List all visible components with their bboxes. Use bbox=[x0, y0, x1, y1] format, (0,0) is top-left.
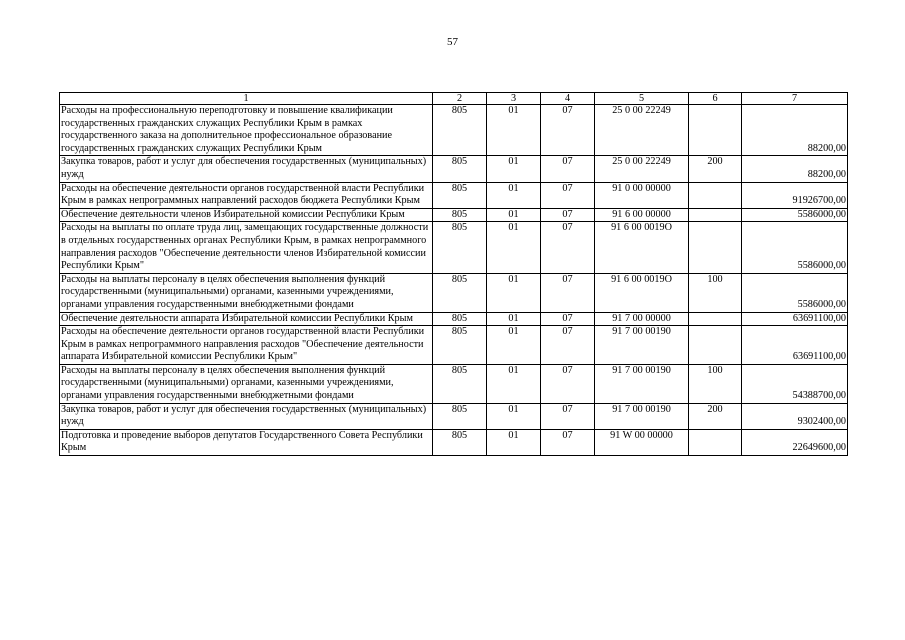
expense-type-code bbox=[689, 429, 742, 455]
table-row bbox=[60, 273, 848, 312]
header-cell: 5 bbox=[595, 93, 689, 105]
header-row bbox=[60, 93, 848, 105]
subsection-code: 07 bbox=[541, 156, 595, 182]
row-description: Обеспечение деятельности аппарата Избирательной комиссии Республики Крым bbox=[60, 312, 433, 326]
amount: 54388700,00 bbox=[742, 364, 848, 403]
expense-type-code: 200 bbox=[689, 403, 742, 429]
section-code: 01 bbox=[487, 156, 541, 182]
table-row bbox=[60, 208, 848, 222]
subsection-code: 07 bbox=[541, 273, 595, 312]
page-number: 57 bbox=[447, 36, 458, 48]
section-code: 01 bbox=[487, 312, 541, 326]
subsection-code: 07 bbox=[541, 222, 595, 273]
section-code: 01 bbox=[487, 182, 541, 208]
expense-type-code bbox=[689, 312, 742, 326]
table-row bbox=[60, 364, 848, 403]
ministry-code: 805 bbox=[433, 222, 487, 273]
section-code: 01 bbox=[487, 326, 541, 365]
amount: 88200,00 bbox=[742, 105, 848, 156]
row-description: Расходы на обеспечение деятельности органов государственной власти Республики Крым в рамках непрограммного направления расходов "Обеспечение деятельности аппарата Избирательной комиссии Республики Крым" bbox=[60, 326, 433, 365]
budget-table bbox=[59, 92, 848, 456]
expense-type-code: 200 bbox=[689, 156, 742, 182]
subsection-code: 07 bbox=[541, 326, 595, 365]
table-row bbox=[60, 182, 848, 208]
row-description: Расходы на выплаты персоналу в целях обеспечения выполнения функций государственными (муниципальными) органами, казенными учреждениями, органами управления государственными внебюджетными фондами bbox=[60, 364, 433, 403]
header-cell: 2 bbox=[433, 93, 487, 105]
ministry-code: 805 bbox=[433, 273, 487, 312]
header-cell: 4 bbox=[541, 93, 595, 105]
expense-type-code bbox=[689, 182, 742, 208]
row-description: Закупка товаров, работ и услуг для обеспечения государственных (муниципальных) нужд bbox=[60, 156, 433, 182]
amount: 63691100,00 bbox=[742, 312, 848, 326]
subsection-code: 07 bbox=[541, 403, 595, 429]
target-article-code: 25 0 00 22249 bbox=[595, 105, 689, 156]
subsection-code: 07 bbox=[541, 105, 595, 156]
target-article-code: 25 0 00 22249 bbox=[595, 156, 689, 182]
table-row bbox=[60, 403, 848, 429]
row-description: Подготовка и проведение выборов депутатов Государственного Совета Республики Крым bbox=[60, 429, 433, 455]
ministry-code: 805 bbox=[433, 208, 487, 222]
ministry-code: 805 bbox=[433, 312, 487, 326]
target-article-code: 91 6 00 0019О bbox=[595, 273, 689, 312]
ministry-code: 805 bbox=[433, 105, 487, 156]
subsection-code: 07 bbox=[541, 312, 595, 326]
amount: 91926700,00 bbox=[742, 182, 848, 208]
amount: 22649600,00 bbox=[742, 429, 848, 455]
subsection-code: 07 bbox=[541, 182, 595, 208]
header-cell: 3 bbox=[487, 93, 541, 105]
subsection-code: 07 bbox=[541, 364, 595, 403]
subsection-code: 07 bbox=[541, 429, 595, 455]
target-article-code: 91 7 00 00190 bbox=[595, 403, 689, 429]
target-article-code: 91 7 00 00000 bbox=[595, 312, 689, 326]
section-code: 01 bbox=[487, 222, 541, 273]
row-description: Расходы на выплаты по оплате труда лиц, замещающих государственные должности в отдельных государственных органах Республики Крым, в рамках непрограммного направления расходов "Обеспечение деятельности членов Избирательной комиссии Республики Крым" bbox=[60, 222, 433, 273]
expense-type-code bbox=[689, 326, 742, 365]
ministry-code: 805 bbox=[433, 364, 487, 403]
expense-type-code bbox=[689, 105, 742, 156]
target-article-code: 91 W 00 00000 bbox=[595, 429, 689, 455]
header-cell: 6 bbox=[689, 93, 742, 105]
amount: 5586000,00 bbox=[742, 273, 848, 312]
section-code: 01 bbox=[487, 429, 541, 455]
row-description: Расходы на обеспечение деятельности органов государственной власти Республики Крым в рамках непрограммных направлений расходов бюджета Республики Крым bbox=[60, 182, 433, 208]
row-description: Расходы на профессиональную переподготовку и повышение квалификации государственных гражданских служащих Республики Крым в рамках государственного заказа на дополнительное профессиональное образование государственных гражданских служащих Республики Крым bbox=[60, 105, 433, 156]
ministry-code: 805 bbox=[433, 156, 487, 182]
ministry-code: 805 bbox=[433, 326, 487, 365]
amount: 63691100,00 bbox=[742, 326, 848, 365]
section-code: 01 bbox=[487, 364, 541, 403]
section-code: 01 bbox=[487, 208, 541, 222]
amount: 5586000,00 bbox=[742, 208, 848, 222]
expense-type-code: 100 bbox=[689, 364, 742, 403]
table-row bbox=[60, 156, 848, 182]
row-description: Закупка товаров, работ и услуг для обеспечения государственных (муниципальных) нужд bbox=[60, 403, 433, 429]
target-article-code: 91 6 00 0019О bbox=[595, 222, 689, 273]
section-code: 01 bbox=[487, 403, 541, 429]
target-article-code: 91 6 00 00000 bbox=[595, 208, 689, 222]
ministry-code: 805 bbox=[433, 403, 487, 429]
row-description: Обеспечение деятельности членов Избирательной комиссии Республики Крым bbox=[60, 208, 433, 222]
table-row bbox=[60, 312, 848, 326]
table-row bbox=[60, 105, 848, 156]
ministry-code: 805 bbox=[433, 429, 487, 455]
target-article-code: 91 0 00 00000 bbox=[595, 182, 689, 208]
amount: 5586000,00 bbox=[742, 222, 848, 273]
ministry-code: 805 bbox=[433, 182, 487, 208]
expense-type-code bbox=[689, 208, 742, 222]
expense-type-code: 100 bbox=[689, 273, 742, 312]
subsection-code: 07 bbox=[541, 208, 595, 222]
section-code: 01 bbox=[487, 273, 541, 312]
header-cell: 7 bbox=[742, 93, 848, 105]
table-row bbox=[60, 429, 848, 455]
table-row bbox=[60, 222, 848, 273]
row-description: Расходы на выплаты персоналу в целях обеспечения выполнения функций государственными (муниципальными) органами, казенными учреждениями, органами управления государственными внебюджетными фондами bbox=[60, 273, 433, 312]
amount: 9302400,00 bbox=[742, 403, 848, 429]
amount: 88200,00 bbox=[742, 156, 848, 182]
table-row bbox=[60, 326, 848, 365]
expense-type-code bbox=[689, 222, 742, 273]
target-article-code: 91 7 00 00190 bbox=[595, 364, 689, 403]
header-cell: 1 bbox=[60, 93, 433, 105]
target-article-code: 91 7 00 00190 bbox=[595, 326, 689, 365]
section-code: 01 bbox=[487, 105, 541, 156]
